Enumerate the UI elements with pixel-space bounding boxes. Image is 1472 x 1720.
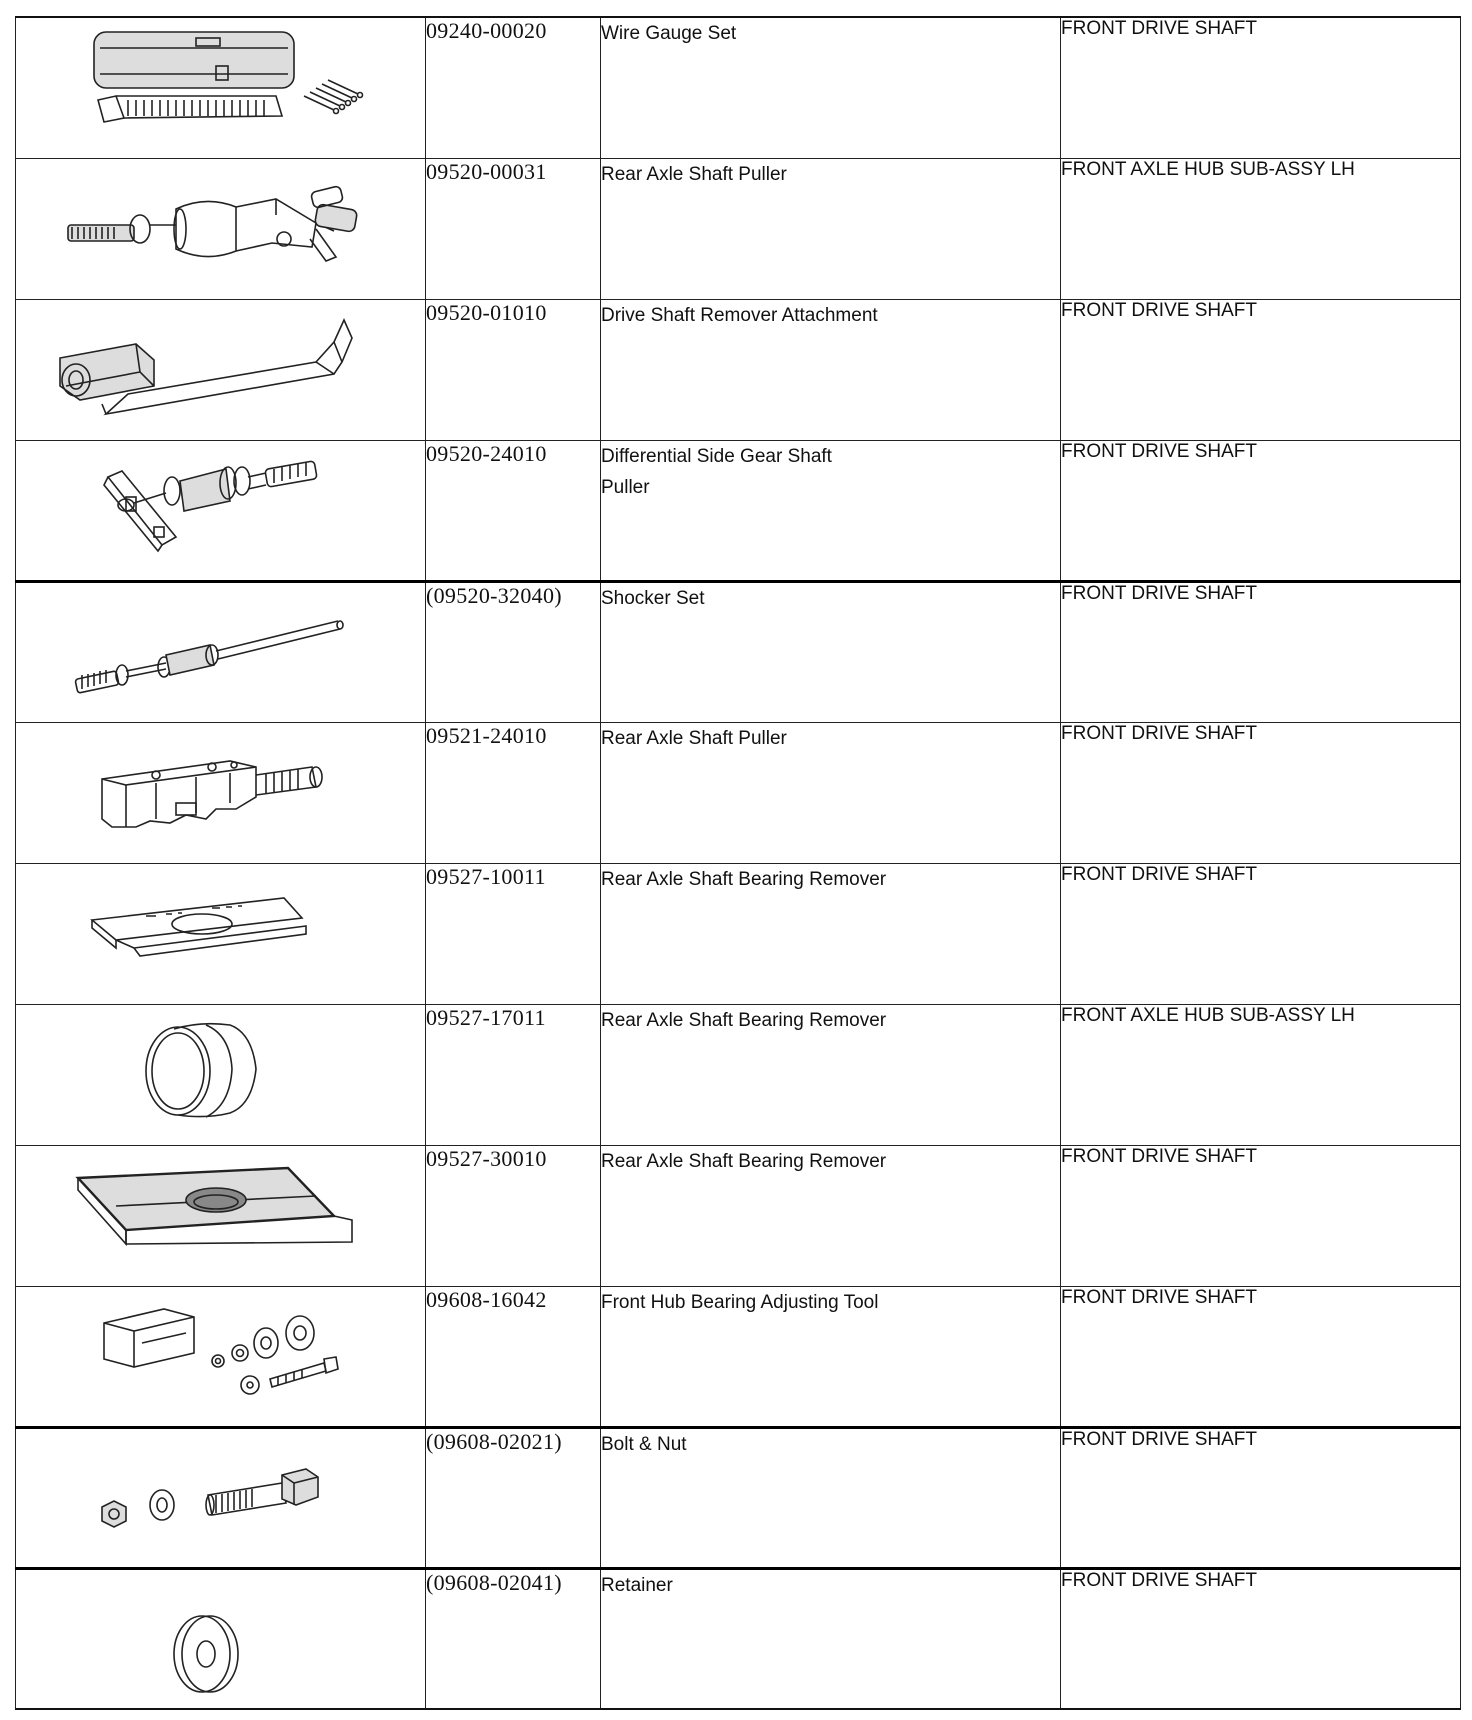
part-number: 09527-17011 [426, 1004, 601, 1145]
applies-to: FRONT AXLE HUB SUB-ASSY LH [1061, 1004, 1461, 1145]
tool-illustration-cell [16, 863, 426, 1004]
part-number: 09520-01010 [426, 299, 601, 440]
part-number: 09520-00031 [426, 158, 601, 299]
applies-to: FRONT DRIVE SHAFT [1061, 1427, 1461, 1568]
tool-illustration-cell [16, 1568, 426, 1709]
tool-row [16, 1427, 1461, 1568]
tool-name: Rear Axle Shaft Bearing Remover [601, 863, 1061, 1004]
hub-bearing-adjusting-tool-icon [16, 1287, 426, 1425]
tool-name: Retainer [601, 1568, 1061, 1709]
tool-row [16, 1286, 1461, 1427]
bearing-remover-block-icon [16, 1146, 426, 1284]
part-number: 09608-16042 [426, 1286, 601, 1427]
applies-to: FRONT DRIVE SHAFT [1061, 17, 1461, 158]
drive-shaft-remover-attachment-icon [16, 300, 426, 438]
tool-name-line: Differential Side Gear Shaft [601, 445, 832, 467]
tool-name: Drive Shaft Remover Attachment [601, 299, 1061, 440]
tool-name: Front Hub Bearing Adjusting Tool [601, 1286, 1061, 1427]
part-number: 09521-24010 [426, 722, 601, 863]
bolt-and-nut-icon [16, 1429, 426, 1567]
tool-illustration-cell [16, 1004, 426, 1145]
tool-row [16, 1568, 1461, 1709]
tool-illustration-cell [16, 1286, 426, 1427]
part-number: 09527-10011 [426, 863, 601, 1004]
part-number: (09608-02021) [426, 1427, 601, 1568]
tool-name: Bolt & Nut [601, 1427, 1061, 1568]
part-number: 09520-24010 [426, 440, 601, 581]
special-service-tools-table [15, 16, 1461, 1710]
bearing-remover-cup-icon [16, 1005, 426, 1143]
tool-row [16, 1145, 1461, 1286]
part-number: 09527-30010 [426, 1145, 601, 1286]
tool-row [16, 440, 1461, 581]
wire-gauge-set-icon [16, 18, 426, 156]
applies-to: FRONT DRIVE SHAFT [1061, 1286, 1461, 1427]
tool-name: Rear Axle Shaft Bearing Remover [601, 1004, 1061, 1145]
part-number: 09240-00020 [426, 17, 601, 158]
applies-to: FRONT DRIVE SHAFT [1061, 722, 1461, 863]
tool-illustration-cell [16, 581, 426, 722]
axle-shaft-puller-block-icon [16, 723, 426, 861]
applies-to: FRONT DRIVE SHAFT [1061, 440, 1461, 581]
tool-illustration-cell [16, 158, 426, 299]
tool-row [16, 1004, 1461, 1145]
tool-illustration-cell [16, 722, 426, 863]
applies-to: FRONT DRIVE SHAFT [1061, 299, 1461, 440]
rear-axle-shaft-puller-icon [16, 159, 426, 297]
tool-name: Rear Axle Shaft Bearing Remover [601, 1145, 1061, 1286]
tool-illustration-cell [16, 299, 426, 440]
tool-name-line: Puller [601, 476, 650, 498]
applies-to: FRONT DRIVE SHAFT [1061, 581, 1461, 722]
part-number: (09520-32040) [426, 581, 601, 722]
tool-name: Wire Gauge Set [601, 17, 1061, 158]
bearing-remover-plate-icon [16, 864, 426, 1002]
tool-name: Rear Axle Shaft Puller [601, 722, 1061, 863]
tool-illustration-cell [16, 1145, 426, 1286]
tool-name: Shocker Set [601, 581, 1061, 722]
tool-row [16, 299, 1461, 440]
tool-row [16, 581, 1461, 722]
applies-to: FRONT DRIVE SHAFT [1061, 863, 1461, 1004]
tool-name: Rear Axle Shaft Puller [601, 158, 1061, 299]
tool-name [601, 440, 1061, 581]
tool-row [16, 17, 1461, 158]
retainer-washer-icon [16, 1570, 426, 1708]
tool-row [16, 158, 1461, 299]
tool-row [16, 863, 1461, 1004]
applies-to: FRONT DRIVE SHAFT [1061, 1145, 1461, 1286]
tool-illustration-cell [16, 440, 426, 581]
tool-row [16, 722, 1461, 863]
side-gear-shaft-puller-icon [16, 441, 426, 579]
shocker-set-icon [16, 583, 426, 721]
applies-to: FRONT AXLE HUB SUB-ASSY LH [1061, 158, 1461, 299]
part-number: (09608-02041) [426, 1568, 601, 1709]
tool-illustration-cell [16, 17, 426, 158]
tool-illustration-cell [16, 1427, 426, 1568]
applies-to: FRONT DRIVE SHAFT [1061, 1568, 1461, 1709]
